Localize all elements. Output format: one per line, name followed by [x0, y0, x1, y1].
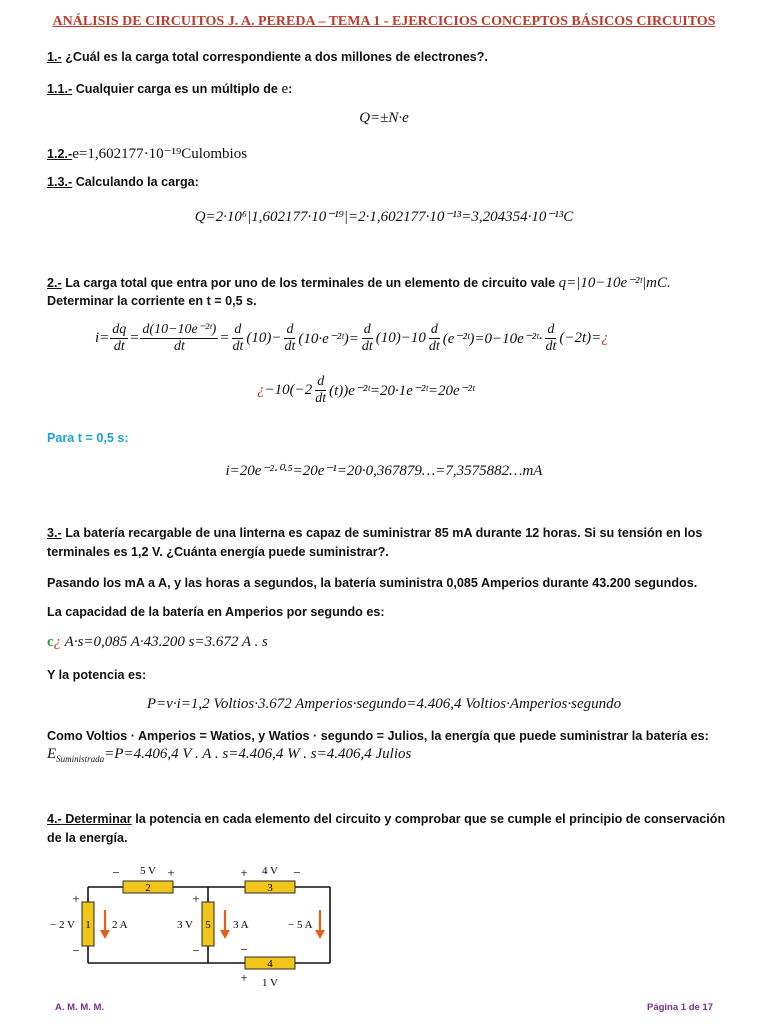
polarity-sign: + [240, 970, 248, 985]
ex4-number: 4.- [47, 812, 62, 826]
current-arrow-5 [220, 910, 230, 939]
ex1-equation-result: Q=2·10⁶|1,602177·10⁻¹⁹|=2·1,602177·10⁻¹³=3,204354·10⁻¹³C [194, 209, 574, 225]
ex1-step1: 1.1.- Cualquier carga es un múltiplo de e: [47, 81, 293, 97]
ex2-derivative-line-2: ¿ −10(−2 $\frac{d}{dt}$ (t))e⁻²ᵗ=20·1e⁻²ᵗ=20e⁻²ᵗ [257, 374, 475, 406]
ex3-energy-text: Como Voltios · Amperios = Watios, y Watios · segundo = Julios, la energía que puede suministrar la batería es: [47, 729, 709, 743]
polarity-sign: + [72, 891, 80, 906]
ex1-step3-number: 1.3.- [47, 175, 73, 189]
ex4-statement [47, 812, 725, 826]
ex1-equation-q: Q=±N·e [359, 110, 409, 126]
ex2-number: 2.- [47, 276, 62, 290]
voltage-label-4: 1 V [262, 977, 278, 989]
polarity-sign: + [192, 891, 200, 906]
page-title: ANÁLISIS DE CIRCUITOS J. A. PEREDA – TEMA 1 - EJERCICIOS CONCEPTOS BÁSICOS CIRCUITOS [52, 14, 716, 29]
ex3-energy-equation: $E_{Suministrada}=P=4.406,4$ V . A . s=4.406,4 W . s=4.406,4 Julios [47, 746, 412, 764]
continuation-mark: ¿ [257, 382, 265, 398]
ex3-power-text: Y la potencia es: [47, 668, 147, 682]
ex1-statement [47, 50, 488, 64]
ex4-keyword: Determinar [61, 812, 132, 826]
ex2-q-expression: q=|10−10e⁻²ᵗ|mC. [558, 275, 671, 291]
current-label-3: − 5 A [288, 919, 313, 931]
element-number-4: 4 [267, 958, 273, 970]
continuation-mark: ¿ [601, 330, 609, 346]
frac-d-charge: $\frac{\text{d(10−10e⁻²ᵗ)}}{dt}$ [142, 322, 217, 354]
current-label-1: 2 A [112, 919, 128, 931]
ex3-statement-2: terminales es 1,2 V. ¿Cuánta energía puede suministrar?. [47, 545, 389, 559]
polarity-sign: − [240, 942, 248, 957]
element-number-3: 3 [267, 882, 273, 894]
ex4-statement-2: de la energía. [47, 831, 128, 845]
ex2-result-equation: i=20e⁻²·⁰·⁵=20e⁻¹=20·0,367879…=7,3575882…mA [225, 463, 543, 479]
ex3-number: 3.- [47, 526, 62, 540]
ex2-text: La carga total que entra por uno de los terminales de un elemento de circuito vale [61, 276, 559, 290]
ex1-step1-text: Cualquier carga es un múltiplo de [72, 82, 282, 96]
polarity-sign: − [112, 865, 120, 880]
ex1-e-symbol: e [281, 81, 289, 97]
ex1-step3 [47, 175, 199, 189]
polarity-sign: + [240, 865, 248, 880]
ex2-statement-2: Determinar la corriente en t = 0,5 s. [47, 294, 257, 308]
ex3-text: La batería recargable de una linterna es capaz de suministrar 85 mA durante 12 horas. Si su tensión en los [61, 526, 703, 540]
ex1-step1-number: 1.1.- [47, 82, 73, 96]
ex3-statement [47, 526, 702, 540]
ex1-number: 1.- [47, 50, 62, 64]
voltage-label-1: − 2 V [50, 919, 75, 931]
voltage-label-3: 4 V [262, 865, 278, 877]
circuit-diagram [50, 860, 350, 990]
ex2-statement [47, 273, 671, 292]
polarity-sign: + [167, 865, 175, 880]
polarity-sign: − [192, 943, 200, 958]
ex2-para-label: Para t = 0,5 s: [47, 431, 129, 445]
footer-page-number: Página 1 de 17 [646, 1002, 713, 1013]
ex1-text: ¿Cuál es la carga total correspondiente a dos millones de electrones?. [61, 50, 488, 64]
polarity-sign: − [72, 943, 80, 958]
ex3-conversion-text: Pasando los mA a A, y las horas a segundos, la batería suministra 0,085 Amperios durante 43.200 segundos. [47, 576, 698, 590]
voltage-label-5: 3 V [177, 919, 193, 931]
current-arrow-3 [315, 910, 325, 939]
ex1-step2-number: 1.2.- [47, 147, 73, 161]
element-number-2: 2 [145, 882, 151, 894]
ex3-capacity-text: La capacidad de la batería en Amperios por segundo es: [47, 605, 385, 619]
ex1-step2 [47, 144, 247, 163]
ex1-step2-value: e=1,602177·10⁻¹⁹Culombios [72, 146, 248, 162]
footer-author: A. M. M. M. [55, 1002, 105, 1013]
ex3-power-equation: P=v·i=1,2 Voltios·3.672 Amperios·segundo=4.406,4 Voltios·Amperios·segundo [146, 696, 622, 712]
element-number-5: 5 [205, 919, 211, 931]
eq-i: i= [95, 330, 110, 346]
ex1-step3-text: Calculando la carga: [72, 175, 199, 189]
element-number-1: 1 [85, 919, 91, 931]
ex3-capacity-equation: c¿ A·s=0,085 A·43.200 s=3.672 A . s [47, 634, 268, 650]
current-arrow-1 [100, 910, 110, 939]
ex4-text: la potencia en cada elemento del circuito y comprobar que se cumple el principio de conservación [131, 812, 726, 826]
frac-dq-dt: $\frac{dq}{dt}$ [112, 322, 127, 354]
voltage-label-2: 5 V [140, 865, 156, 877]
ex2-derivative-line-1: i= $\frac{dq}{dt}$ = $\frac{\text{d(10−10e⁻²ᵗ)}}{dt}$ = $\frac{d}{dt}$ (10)− $\frac{d}{dt}$ (10·e⁻²ᵗ)= $\frac{d}{dt}$ (10)−10 $\frac{d}{dt}$ (e⁻²ᵗ)=0−10e⁻²ᵗ· $\frac{d}{dt}$ (−2t)= ¿ [95, 322, 609, 354]
polarity-sign: − [293, 865, 301, 880]
current-label-5: 3 A [233, 919, 249, 931]
